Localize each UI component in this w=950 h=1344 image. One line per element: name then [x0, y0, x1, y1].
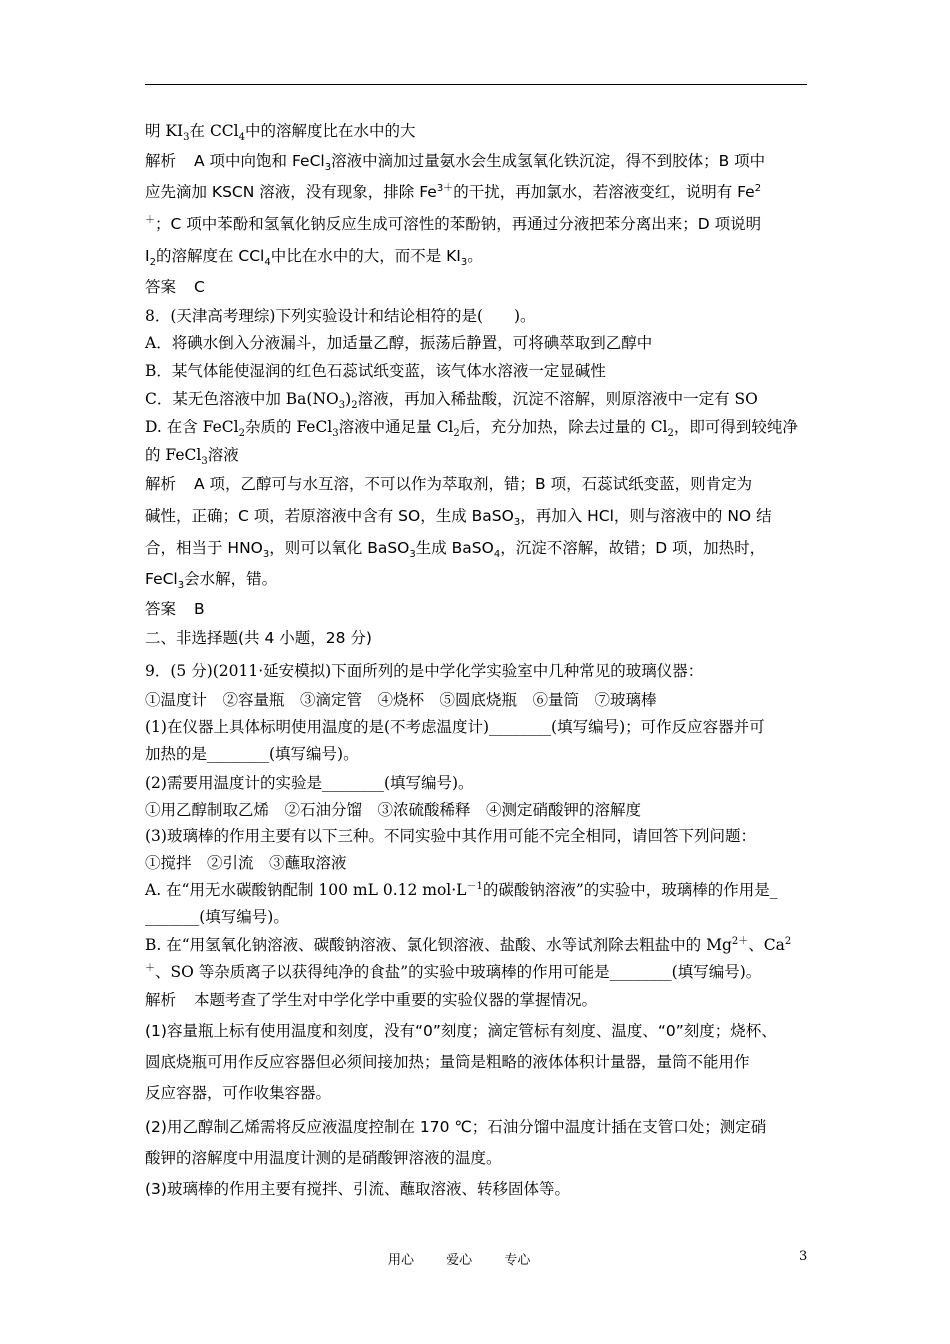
text-line: 加热的是________(填写编号)。: [145, 745, 359, 763]
text-line: (3)玻璃棒的作用主要有搅拌、引流、蘸取溶液、转移固体等。: [145, 1180, 570, 1198]
footer-item: 专心: [504, 1253, 531, 1268]
question-8: 8．(天津高考理综)下列实验设计和结论相符的是( )。: [145, 307, 536, 325]
subquestion-2: (2)需要用温度计的实验是________(填写编号)。: [145, 774, 474, 792]
text-line: 酸钾的溶解度中用温度计测的是硝酸钾溶液的温度。: [145, 1149, 502, 1167]
footer-item: 爱心: [446, 1253, 473, 1268]
option-a: A．将碘水倒入分液漏斗，加适量乙醇，振荡后静置，可将碘萃取到乙醇中: [145, 334, 653, 352]
text-line: _______(填写编号)。: [145, 908, 289, 926]
text-line: 反应容器，可作收集容器。: [145, 1084, 332, 1102]
function-list: ①搅拌 ②引流 ③蘸取溶液: [145, 854, 347, 872]
text-line: 应先滴加 KSCN 溶液，没有现象，排除 $Fe^{3+}$的干扰，再加氯水，若溶液变红，说明有 Fe$^2$: [145, 182, 762, 201]
text-line: 的 FeCl$_3$溶液: [145, 446, 239, 468]
footer-item: 用心: [388, 1253, 415, 1268]
analysis-line: 解析 本题考查了学生对中学化学中重要的实验仪器的掌握情况。: [145, 991, 598, 1009]
text-line: (2)用乙醇制乙烯需将反应液温度控制在 170 ℃；石油分馏中温度计插在支管口处；测定硝: [145, 1118, 767, 1136]
answer-label: 答案: [145, 600, 177, 618]
page-footer: [388, 1249, 558, 1268]
answer-line: 答案 C: [145, 278, 205, 296]
text-line: 明 $KI_3$在 CCl$_4$中的溶解度比在水中的大: [145, 122, 416, 144]
part-a: A. 在“用无水碳酸钠配制 100 mL 0.12 $mol\cdot L^{-1}$的碳酸钠溶液”的实验中，玻璃棒的作用是_: [145, 880, 778, 899]
text-line: 圆底烧瓶可用作反应容器但必须间接加热；量筒是粗略的液体体积计量器，量筒不能用作: [145, 1053, 750, 1071]
analysis-line: 解析 A 项中向饱和 FeCl$_3$溶液中滴加过量氨水会生成氢氧化铁沉淀，得不到胶体；B 项中: [145, 152, 766, 174]
part-b: B. 在“用氢氧化钠溶液、碳酸钠溶液、氯化钡溶液、盐酸、水等试剂除去粗盐中的 $Mg^{2+}$、Ca$^2$: [145, 935, 792, 954]
text-line: $I_2$的溶解度在 CCl$_4$中比在水中的大，而不是 $KI_3$。: [145, 247, 483, 269]
header-rule: [145, 84, 807, 85]
text-line: ＋；C 项中苯酚和氢氧化钠反应生成可溶性的苯酚钠，再通过分液把苯分离出来；D 项说明: [145, 214, 762, 233]
section-heading: 二、非选择题(共 4 小题，28 分): [145, 629, 372, 647]
page-number: 3: [799, 1249, 808, 1264]
analysis-line: 解析 A 项，乙醇可与水互溶，不可以作为萃取剂，错；B 项，石蕊试纸变蓝，则肯定为: [145, 475, 753, 493]
option-b: B．某气体能使湿润的红色石蕊试纸变蓝，该气体水溶液一定显碱性: [145, 362, 606, 380]
text-line: FeCl$_3$会水解，错。: [145, 570, 278, 592]
answer-label: 答案: [145, 278, 177, 296]
analysis-label: 解析: [145, 475, 177, 493]
subquestion-3: (3)玻璃棒的作用主要有以下三种。不同实验中其作用可能不完全相同，请回答下列问题：: [145, 827, 756, 845]
text-line: (1)容量瓶上标有使用温度和刻度，没有“0”刻度；滴定管标有刻度、温度、“0”刻度；烧杯、: [145, 1022, 777, 1040]
answer-line: 答案 B: [145, 600, 205, 618]
analysis-label: 解析: [145, 991, 177, 1009]
subquestion-1: (1)在仪器上具体标明使用温度的是(不考虑温度计)________(填写编号)；可作反应容器并可: [145, 718, 765, 736]
option-c: C．某无色溶液中加 $Ba(NO_3)_2$溶液，再加入稀盐酸，沉淀不溶解，则原溶液中一定有 SO: [145, 390, 758, 412]
experiment-list: ①用乙醇制取乙烯 ②石油分馏 ③浓硫酸稀释 ④测定硝酸钾的溶解度: [145, 801, 642, 819]
instrument-list: ①温度计 ②容量瓶 ③滴定管 ④烧杯 ⑤圆底烧瓶 ⑥量筒 ⑦玻璃棒: [145, 691, 657, 709]
question-9: 9．(5 分)(2011·延安模拟)下面所列的是中学化学实验室中几种常见的玻璃仪器：: [145, 662, 704, 680]
text-line: ＋、SO 等杂质离子以获得纯净的食盐”的实验中玻璃棒的作用可能是________(填写编号)。: [145, 962, 762, 981]
option-d: D. 在含 FeCl$_2$杂质的 FeCl$_3$溶液中通足量 $Cl_2$后，充分加热，除去过量的 $Cl_2$，即可得到较纯净: [145, 418, 798, 440]
text-line: 碱性，正确；C 项，若原溶液中含有 SO，生成 BaSO$_3$，再加入 HCl，则与溶液中的 NO 结: [145, 507, 772, 529]
text-line: 合，相当于 $HNO_3$，则可以氧化 BaSO$_3$生成 BaSO$_4$，沉淀不溶解，故错；D 项，加热时，: [145, 539, 766, 561]
analysis-label: 解析: [145, 152, 177, 170]
